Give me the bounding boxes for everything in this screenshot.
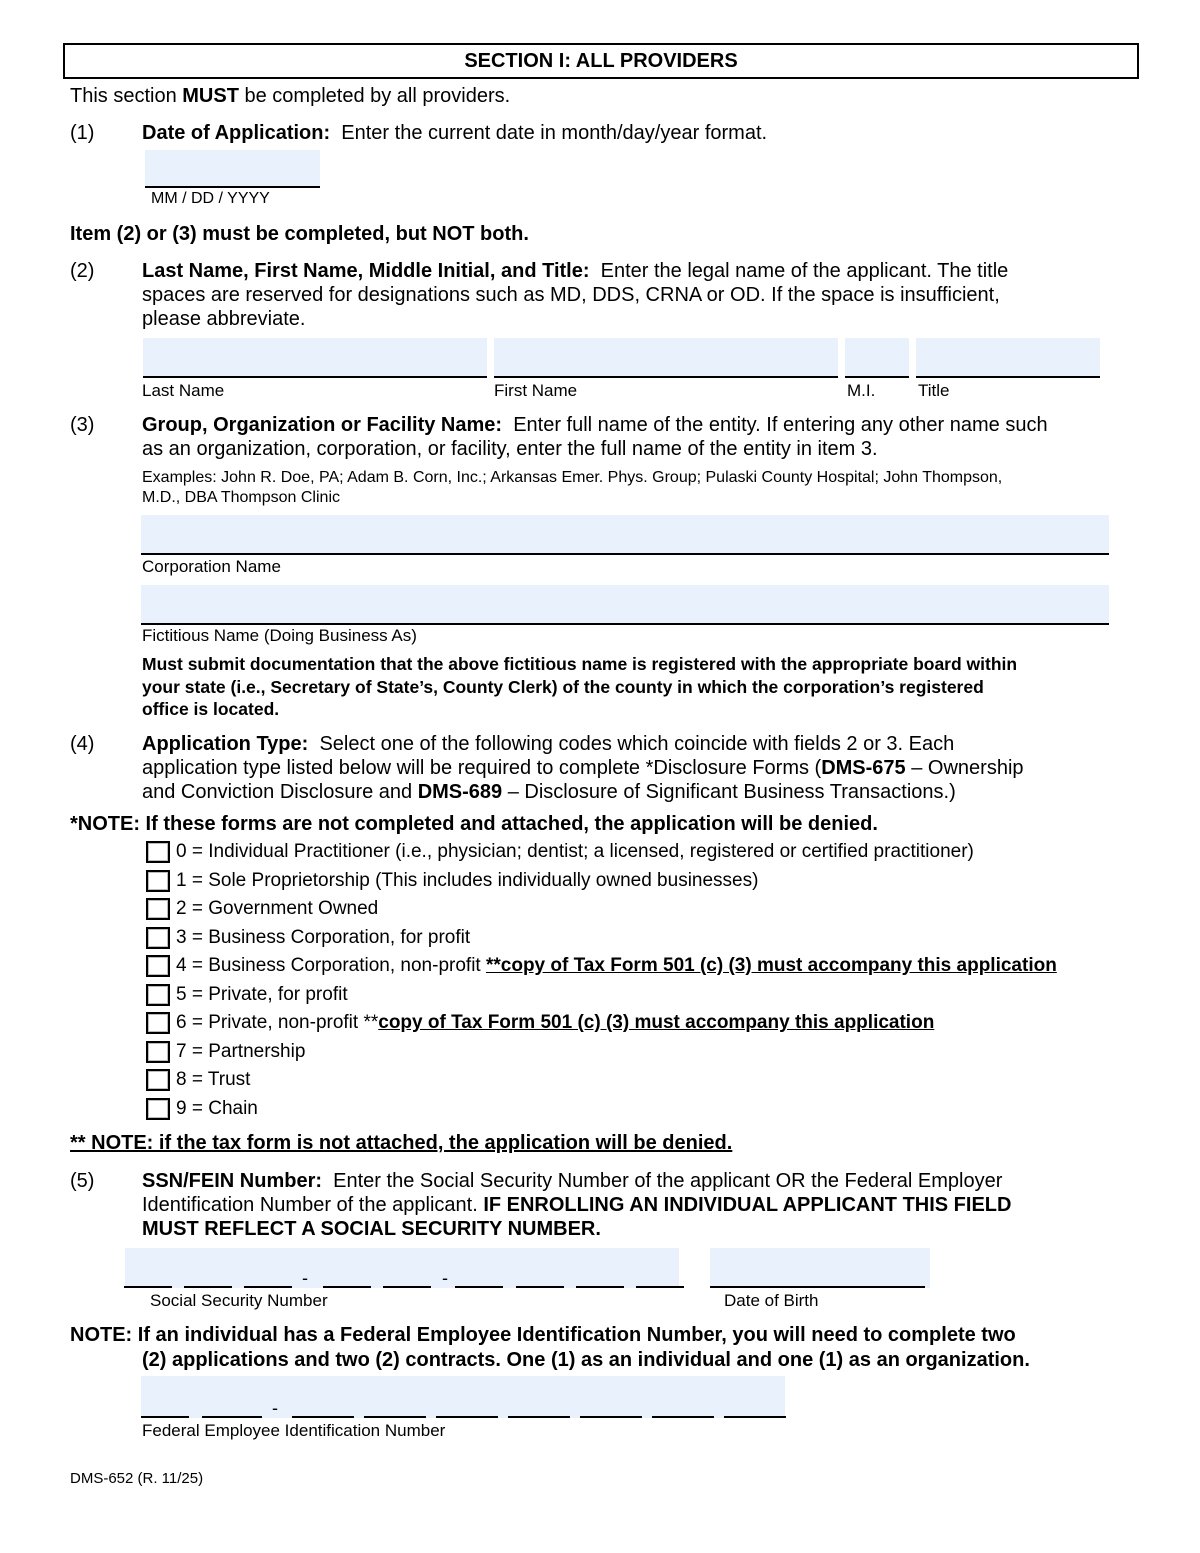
- application-type-label: 4 = Business Corporation, non-profit: [176, 955, 486, 976]
- fein-note-line2: (2) applications and two (2) contracts. One (1) as an individual and one (1) as an organization.: [142, 1349, 1030, 1371]
- section-title: SECTION I: ALL PROVIDERS: [464, 49, 738, 72]
- fictitious-name-input[interactable]: [141, 585, 1109, 625]
- application-type-label: 5 = Private, for profit: [176, 983, 348, 1005]
- ssn-digit-line: [383, 1286, 431, 1288]
- application-type-option: [146, 925, 470, 951]
- application-type-option: [146, 1096, 258, 1122]
- either-or-note: Item (2) or (3) must be completed, but NOT both.: [70, 223, 529, 245]
- application-type-option: [146, 839, 974, 865]
- date-of-application-input[interactable]: [145, 150, 320, 188]
- ssn-digit-line: [516, 1286, 564, 1288]
- ssn-digit-line: [184, 1286, 232, 1288]
- item3-description: Group, Organization or Facility Name: Enter full name of the entity. If entering any other name such as an organization, corporation, or facility, enter the full name of the entity in item 3.: [142, 414, 1048, 460]
- fein-digit-line: [580, 1416, 642, 1418]
- application-type-option: [146, 896, 378, 922]
- application-type-option: [146, 1010, 934, 1036]
- fein-label: Federal Employee Identification Number: [142, 1421, 446, 1440]
- ssn-digit-line: [124, 1286, 172, 1288]
- application-type-checkbox[interactable]: [146, 1041, 170, 1063]
- first-name-input[interactable]: [494, 338, 838, 378]
- ssn-digit-line: [244, 1286, 292, 1288]
- tax-form-note: ** NOTE: if the tax form is not attached, the application will be denied.: [70, 1132, 733, 1154]
- form-number-footer: DMS-652 (R. 11/25): [70, 1470, 204, 1487]
- fein-dash: -: [272, 1398, 278, 1418]
- application-type-checkbox[interactable]: [146, 927, 170, 949]
- disclosure-forms-note: *NOTE: If these forms are not completed and attached, the application will be denied.: [70, 813, 878, 835]
- dba-documentation-note: Must submit documentation that the above fictitious name is registered with the appropriate board within your state (i.e., Secretary of State’s, County Clerk) of the county in which the corporation’s registered office is located.: [142, 654, 1018, 719]
- item3-examples: Examples: John R. Doe, PA; Adam B. Corn, Inc.; Arkansas Emer. Phys. Group; Pulaski County Hospital; John Thompson, M.D., DBA Thompson Clinic: [142, 469, 1003, 506]
- application-type-option: [146, 868, 758, 894]
- fictitious-name-label: Fictitious Name (Doing Business As): [142, 626, 417, 645]
- item-number: (2): [70, 260, 95, 282]
- fein-digit-line: [141, 1416, 189, 1418]
- title-label: Title: [918, 381, 950, 400]
- item4-description: Application Type: Select one of the following codes which coincide with fields 2 or 3. Each application type listed below will be required to complete *Disclosure Forms (DMS-675 – Ownership and Conviction Disclosure and DMS-689 – Disclosure of Significant Business Transactions.): [142, 733, 1024, 803]
- corporation-name-label: Corporation Name: [142, 557, 281, 576]
- middle-initial-input[interactable]: [845, 338, 909, 378]
- ssn-digit-line: [323, 1286, 371, 1288]
- application-type-option: [146, 953, 1057, 979]
- corporation-name-input[interactable]: [141, 515, 1109, 555]
- ssn-label: Social Security Number: [150, 1291, 328, 1310]
- tax-form-requirement: copy of Tax Form 501 (c) (3) must accompany this application: [378, 1012, 935, 1033]
- item5-description: SSN/FEIN Number: Enter the Social Security Number of the applicant OR the Federal Employer Identification Number of the applicant. IF ENROLLING AN INDIVIDUAL APPLICANT THIS FIELD MUST REFLECT A SOCIAL SECURITY NUMBER.: [142, 1170, 1012, 1240]
- application-type-option: [146, 1039, 305, 1065]
- date-of-birth-input[interactable]: [710, 1248, 930, 1288]
- ssn-dash: -: [442, 1268, 448, 1288]
- tax-form-requirement: **copy of Tax Form 501 (c) (3) must accompany this application: [485, 955, 1057, 976]
- application-type-checkbox[interactable]: [146, 841, 170, 863]
- item-number: (4): [70, 733, 95, 755]
- item2-description: Last Name, First Name, Middle Initial, and Title: Enter the legal name of the applicant. The title spaces are reserved for designations such as MD, DDS, CRNA or OD. If the space is insufficient, please abbreviate.: [142, 260, 1009, 330]
- middle-initial-label: M.I.: [847, 381, 876, 400]
- first-name-label: First Name: [494, 381, 578, 400]
- last-name-input[interactable]: [143, 338, 487, 378]
- application-type-option: [146, 982, 348, 1008]
- dob-label: Date of Birth: [724, 1291, 819, 1310]
- application-type-label: 0 = Individual Practitioner (i.e., physician; dentist; a licensed, registered or certified practitioner): [176, 841, 974, 862]
- section-header: [63, 43, 1139, 79]
- last-name-label: Last Name: [142, 381, 225, 400]
- application-type-checkbox[interactable]: [146, 870, 170, 892]
- item-number: (1): [70, 122, 95, 144]
- ssn-digit-line: [576, 1286, 624, 1288]
- application-type-checkbox[interactable]: [146, 984, 170, 1006]
- date-format-hint: MM / DD / YYYY: [151, 190, 270, 207]
- application-type-option: [146, 1067, 250, 1093]
- ssn-digit-line: [455, 1286, 503, 1288]
- item1-description: Date of Application: Enter the current date in month/day/year format.: [142, 122, 768, 144]
- application-type-checkbox[interactable]: [146, 955, 170, 977]
- item-number: (5): [70, 1170, 95, 1192]
- fein-digit-line: [652, 1416, 714, 1418]
- fein-digit-line: [202, 1416, 262, 1418]
- title-input[interactable]: [916, 338, 1100, 378]
- application-type-label: 9 = Chain: [176, 1097, 258, 1119]
- fein-input[interactable]: [141, 1376, 785, 1418]
- fein-digit-line: [364, 1416, 426, 1418]
- intro-text: This section MUST be completed by all providers.: [70, 85, 511, 107]
- fein-note-line1: NOTE: If an individual has a Federal Employee Identification Number, you will need to complete two: [70, 1324, 1016, 1346]
- fein-digit-line: [436, 1416, 498, 1418]
- application-type-checkbox[interactable]: [146, 1098, 170, 1120]
- application-type-label: 2 = Government Owned: [176, 898, 379, 919]
- application-type-checkbox[interactable]: [146, 1012, 170, 1034]
- application-type-checkbox[interactable]: [146, 1069, 170, 1091]
- fein-digit-line: [508, 1416, 570, 1418]
- application-type-label: 1 = Sole Proprietorship (This includes individually owned businesses): [176, 869, 759, 891]
- item-number: (3): [70, 414, 95, 436]
- application-type-checkbox[interactable]: [146, 898, 170, 920]
- ssn-digit-line: [636, 1286, 684, 1288]
- dob-underline: [710, 1286, 925, 1288]
- ssn-input[interactable]: [125, 1248, 679, 1288]
- ssn-dash: -: [302, 1268, 308, 1288]
- application-type-label: 8 = Trust: [176, 1069, 251, 1090]
- fein-digit-line: [724, 1416, 786, 1418]
- application-type-label: 6 = Private, non-profit **: [176, 1012, 379, 1033]
- application-type-label: 7 = Partnership: [176, 1040, 306, 1062]
- fein-digit-line: [292, 1416, 354, 1418]
- application-type-label: 3 = Business Corporation, for profit: [176, 926, 471, 948]
